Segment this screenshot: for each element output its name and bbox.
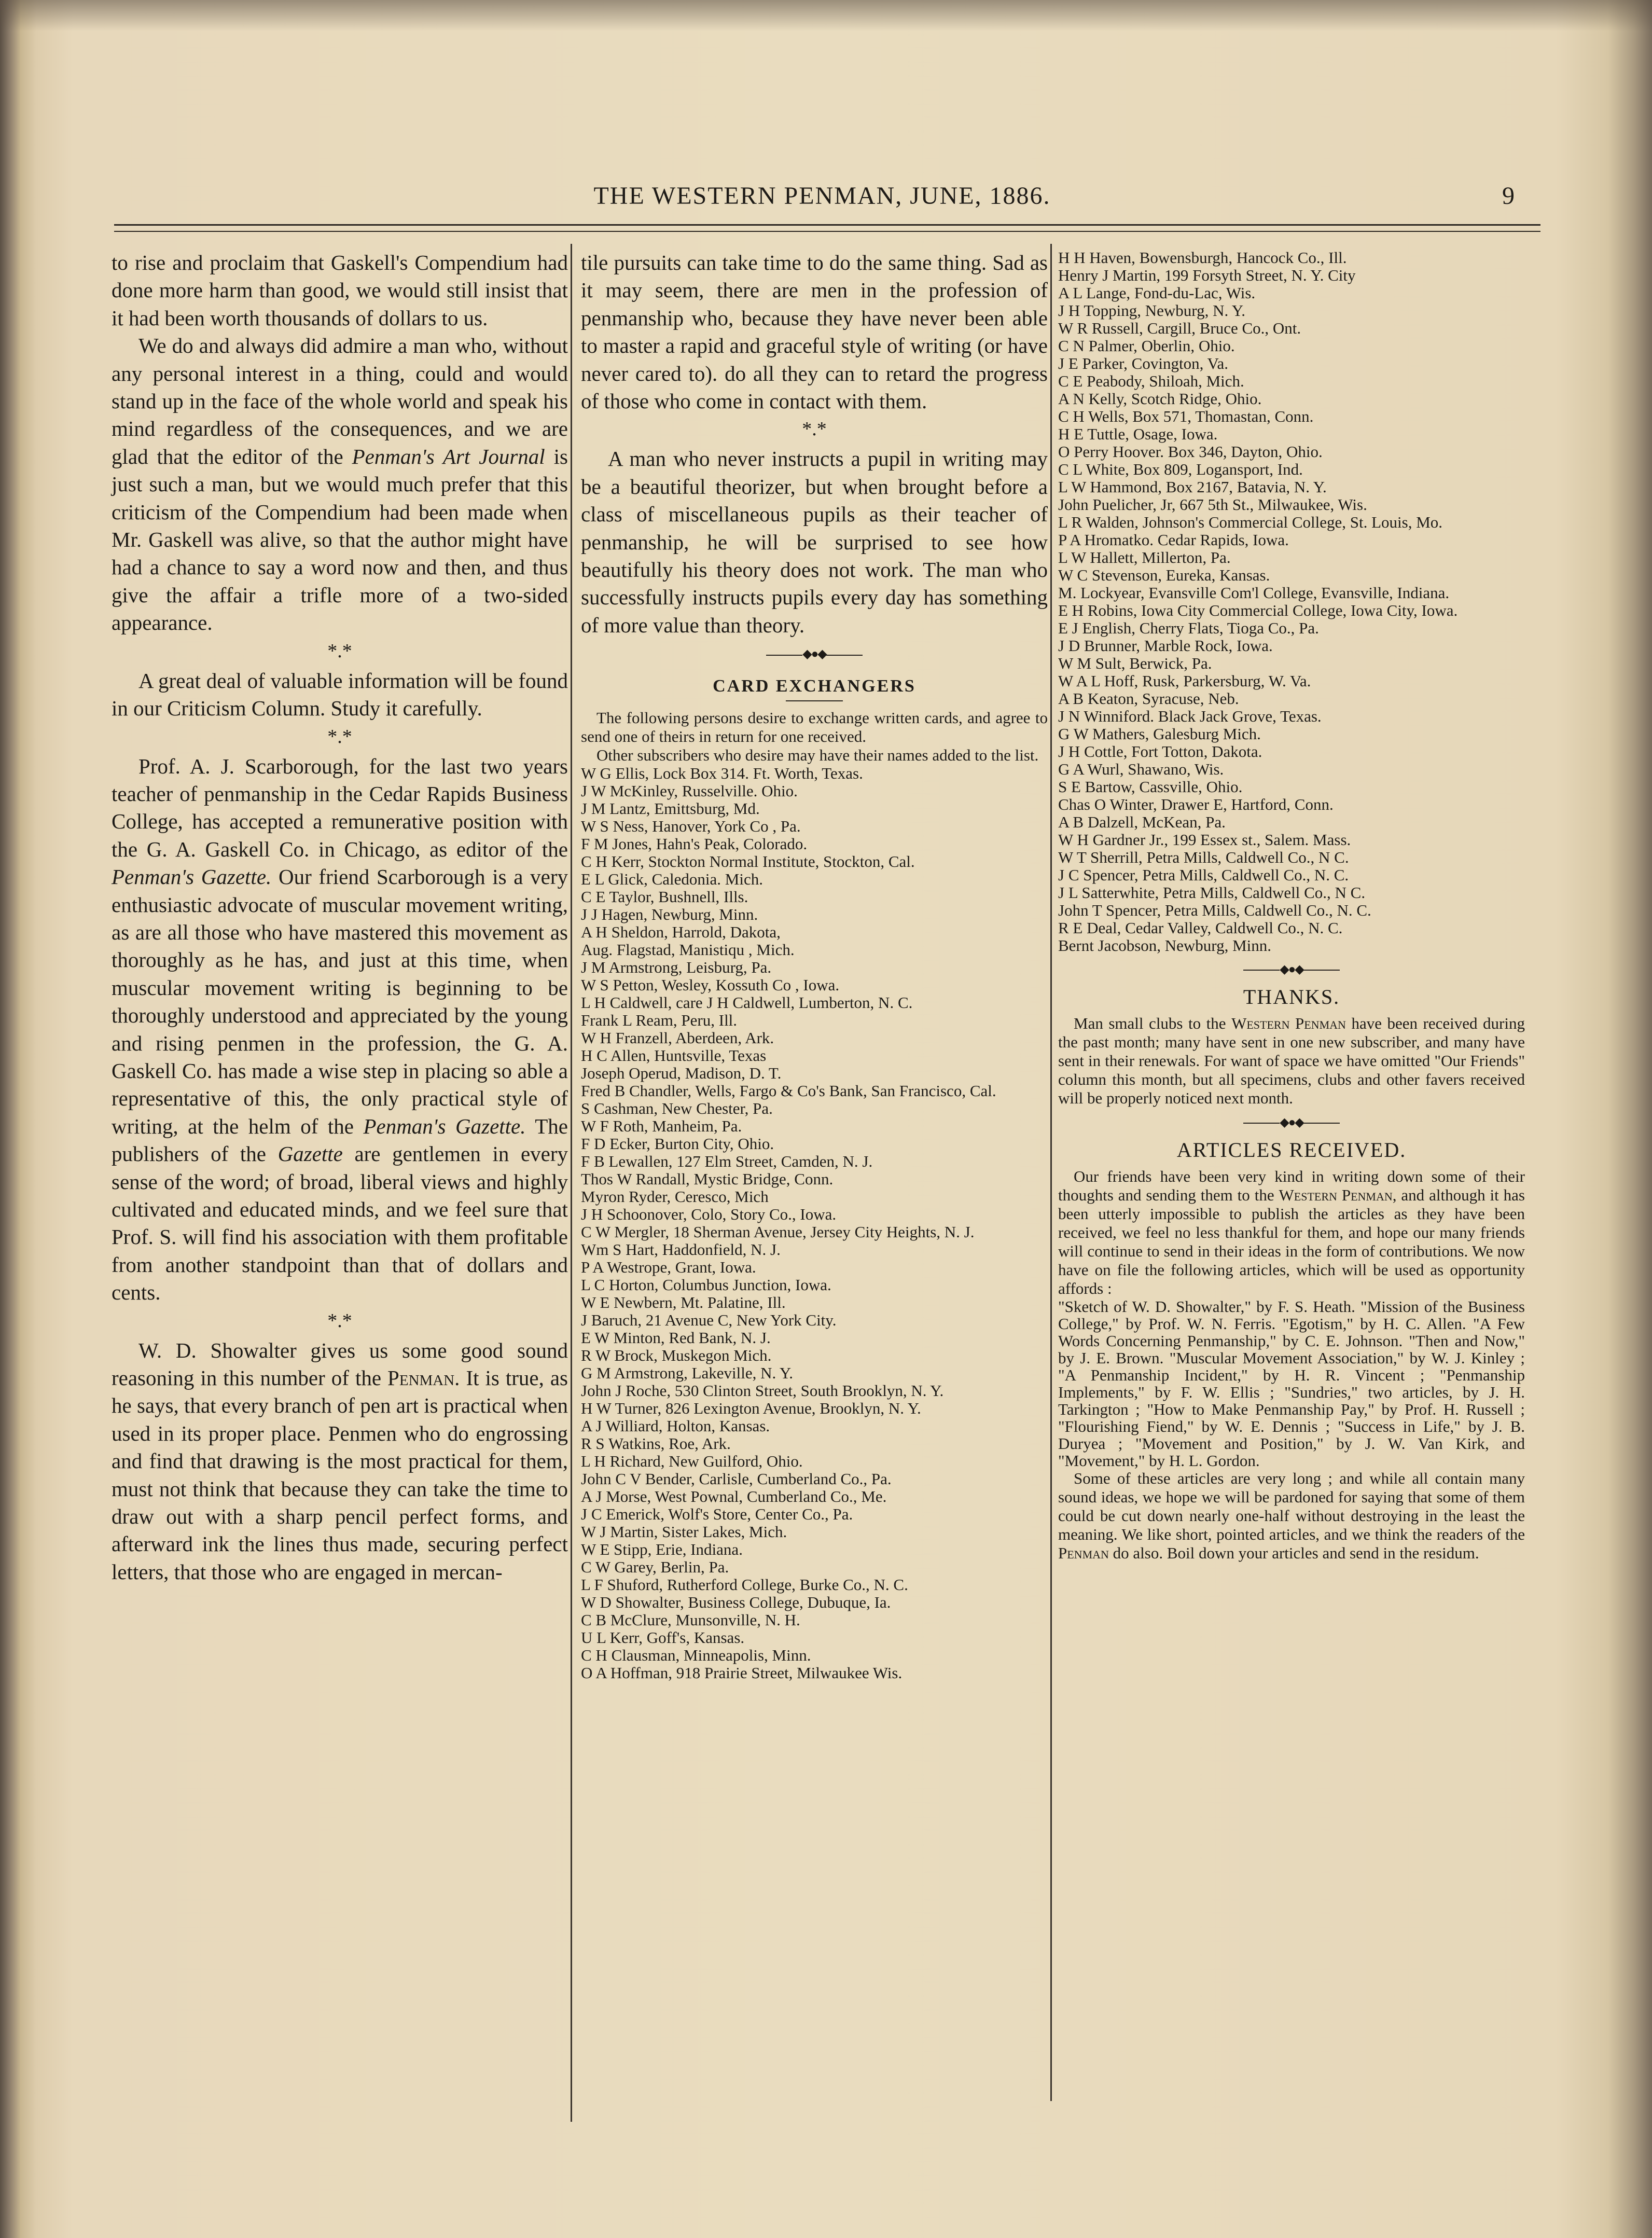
list-item: W D Showalter, Business College, Dubuque, Ia. [581, 1593, 891, 1612]
list-item: W T Sherrill, Petra Mills, Caldwell Co., N C. [1058, 848, 1349, 866]
list-item: W H Franzell, Aberdeen, Ark. [581, 1029, 774, 1047]
list-item: R E Deal, Cedar Valley, Caldwell Co., N. C. [1058, 919, 1343, 937]
list-item: Myron Ryder, Ceresco, Mich [581, 1187, 769, 1206]
list-item: W E Newbern, Mt. Palatine, Ill. [581, 1293, 786, 1312]
italic-publication: Penman's Art Journal [352, 444, 545, 468]
card-exchangers-list-continued [1058, 249, 1525, 955]
paragraph-showalter [112, 1337, 568, 1586]
list-item: W G Ellis, Lock Box 314. Ft. Worth, Texas. [581, 764, 863, 783]
paragraph-theorizer: A man who never instructs a pupil in writing may be a beautiful theorizer, but when brought before a class of miscellaneous pupils as their teacher of penmanship, he will be surprised to see how beautifully his theory does not work. The man who successfully instructs pupils every day has something of more value than theory. [581, 447, 1048, 637]
column-2-prose [581, 249, 1048, 639]
list-item: John Puelicher, Jr, 667 5th St., Milwaukee, Wis. [1058, 495, 1367, 514]
list-item: J C Spencer, Petra Mills, Caldwell Co., N. C. [1058, 866, 1349, 884]
newspaper-page [104, 171, 1540, 2132]
list-item: J M Armstrong, Leisburg, Pa. [581, 958, 772, 977]
column-3 [1058, 249, 1525, 1563]
text-run: Prof. A. J. Scarborough, for the last two years teacher of penmanship in the Cedar Rapids Business College, has accepted a remunerative position with the G. A. Gaskell Co. in Chicago, as editor of the [112, 754, 568, 861]
list-item: E W Minton, Red Bank, N. J. [581, 1329, 771, 1347]
thanks-section [1058, 1014, 1525, 1108]
intro-paragraph: The following persons desire to exchange written cards, and agree to send one of theirs in return for one received. [581, 709, 1048, 746]
italic-publication: Penman's Gazette. [363, 1114, 526, 1138]
list-item: John J Roche, 530 Clinton Street, South Brooklyn, N. Y. [581, 1382, 944, 1400]
list-item: A B Keaton, Syracuse, Neb. [1058, 689, 1239, 708]
page-number: 9 [1502, 182, 1515, 210]
list-item: J N Winniford. Black Jack Grove, Texas. [1058, 707, 1322, 725]
articles-paragraph [1058, 1167, 1525, 1298]
list-item: F D Ecker, Burton City, Ohio. [581, 1135, 774, 1153]
ornamental-divider: ◆●◆ [1058, 1115, 1525, 1130]
list-item: C E Taylor, Bushnell, Ills. [581, 888, 748, 906]
list-item: A L Lange, Fond-du-Lac, Wis. [1058, 284, 1256, 302]
list-item: C L White, Box 809, Logansport, Ind. [1058, 460, 1303, 478]
list-item: L C Horton, Columbus Junction, Iowa. [581, 1276, 831, 1294]
list-item: A J Williard, Holton, Kansas. [581, 1417, 770, 1435]
list-item: J H Topping, Newburg, N. Y. [1058, 301, 1245, 320]
list-item: W R Russell, Cargill, Bruce Co., Ont. [1058, 319, 1301, 337]
text-run: Man small clubs to the [1074, 1014, 1232, 1032]
list-item: J M Lantz, Emittsburg, Md. [581, 799, 760, 818]
heading-thanks: THANKS. [1243, 985, 1340, 1009]
list-item: H E Tuttle, Osage, Iowa. [1058, 425, 1218, 443]
list-item: Aug. Flagstad, Manistiqu , Mich. [581, 941, 795, 959]
asterism-divider: *.* [327, 1309, 352, 1332]
closing-section [1058, 1469, 1525, 1563]
column-divider-1 [571, 244, 572, 2122]
list-item: C E Peabody, Shiloah, Mich. [1058, 372, 1244, 390]
list-item: L W Hammond, Box 2167, Batavia, N. Y. [1058, 478, 1327, 496]
articles-list [1058, 1298, 1525, 1469]
closing-paragraph [1058, 1469, 1525, 1563]
list-item: E J English, Cherry Flats, Tioga Co., Pa. [1058, 619, 1319, 637]
header-double-rule [114, 224, 1540, 232]
list-item: W H Gardner Jr., 199 Essex st., Salem. Mass. [1058, 831, 1351, 849]
list-item: J E Parker, Covington, Va. [1058, 354, 1228, 372]
list-item: Henry J Martin, 199 Forsyth Street, N. Y. City [1058, 266, 1356, 284]
list-item: S Cashman, New Chester, Pa. [581, 1099, 773, 1118]
list-item: A N Kelly, Scotch Ridge, Ohio. [1058, 390, 1262, 408]
page-header [104, 182, 1540, 223]
small-caps-publication: Penman. [387, 1366, 460, 1390]
column-1 [112, 249, 568, 1586]
paragraph-scarborough [112, 753, 568, 1307]
list-item: R S Watkins, Roe, Ark. [581, 1434, 731, 1453]
heading-articles-received: ARTICLES RECEIVED. [1176, 1138, 1407, 1162]
list-item: J H Cottle, Fort Totton, Dakota. [1058, 742, 1262, 761]
paragraph-gaskell-compendium: to rise and proclaim that Gaskell's Compendium had done more harm than good, we would still insist that it had been worth thousands of dollars to us. [112, 251, 568, 330]
list-item: E L Glick, Caledonia. Mich. [581, 870, 763, 889]
page-top-shadow [0, 0, 1652, 31]
text-run: and although it has been utterly impossible to publish the articles as they have been received, we feel no less thankful for them, and hope our many friends will continue to send in their ideas in the form of contributions. We now have on file the following articles, which will be used as opportunity affords : [1058, 1186, 1525, 1297]
list-item: W S Petton, Wesley, Kossuth Co , Iowa. [581, 976, 840, 994]
text-run: is just such a man, but we would much prefer that this criticism of the Compendium had been made when Mr. Gaskell was alive, so that the author might have had a chance to say a word now and then, and thus give the affair a trifle more of a two-sided appearance. [112, 444, 568, 635]
list-item: L W Hallett, Millerton, Pa. [1058, 548, 1231, 567]
list-item: O A Hoffman, 918 Prairie Street, Milwaukee Wis. [581, 1664, 903, 1682]
card-exchangers-intro [581, 709, 1048, 765]
list-item: W S Ness, Hanover, York Co , Pa. [581, 817, 801, 836]
paragraph-mercantile: tile pursuits can take time to do the same thing. Sad as it may seem, there are men in the profession of penmanship who, because they have never been able to master a rapid and graceful style of writing (or have never cared to). do all they can to retard the progress of those who come in contact with them. [581, 251, 1048, 413]
text-run: It is true, as he says, that every branch of pen art is practical when used in its proper place. Penmen who do engrossing and find that drawing is the most practical for them, must not think that because they can take the time to draw out with a sharp pencil perfect forms, and afterward ink the lines thus made, securing perfect letters, that those who are engaged in mercan- [112, 1366, 568, 1584]
ornamental-divider: ◆●◆ [581, 646, 1048, 662]
list-item: J D Brunner, Marble Rock, Iowa. [1058, 637, 1273, 655]
list-item: Frank L Ream, Peru, Ill. [581, 1011, 738, 1030]
asterism-divider: *.* [327, 640, 352, 662]
list-item: J J Hagen, Newburg, Minn. [581, 905, 758, 924]
list-item: P A Hromatko. Cedar Rapids, Iowa. [1058, 531, 1289, 549]
text-run: Some of these articles are very long ; and while all contain many sound ideas, we hope we will be pardoned for saying that some of them could be cut down nearly one-half without destroying in the least the meaning. We like short, pointed articles, and we think the readers of the [1058, 1469, 1525, 1543]
list-item: Bernt Jacobson, Newburg, Minn. [1058, 936, 1271, 955]
text-run: are gentlemen in every sense of the word; of broad, liberal views and highly cultivated and educated minds, and we feel sure that Prof. S. will find his association with them profitable from another standpoint than that of dollars and cents. [112, 1142, 568, 1305]
italic-publication: Gazette [277, 1142, 343, 1166]
list-item: W E Stipp, Erie, Indiana. [581, 1540, 743, 1559]
list-item: A H Sheldon, Harrold, Dakota, [581, 923, 781, 942]
column-divider-2 [1050, 244, 1052, 2101]
list-item: W A L Hoff, Rusk, Parkersburg, W. Va. [1058, 672, 1311, 690]
list-item: G M Armstrong, Lakeville, N. Y. [581, 1364, 793, 1383]
list-item: W M Sult, Berwick, Pa. [1058, 654, 1212, 672]
list-item: Fred B Chandler, Wells, Fargo & Co's Bank, San Francisco, Cal. [581, 1082, 996, 1100]
list-item: C H Wells, Box 571, Thomastan, Conn. [1058, 407, 1314, 425]
list-item: H W Turner, 826 Lexington Avenue, Brooklyn, N. Y. [581, 1399, 921, 1418]
list-item: C H Kerr, Stockton Normal Institute, Stockton, Cal. [581, 852, 915, 871]
list-item: L H Richard, New Guilford, Ohio. [581, 1452, 803, 1471]
articles-list-text: "Sketch of W. D. Showalter," by F. S. Heath. "Mission of the Business College," by Prof. W. N. Ferris. "Egotism," by H. C. Allen. "A Few Words Concerning Penmanship," by C. E. Johnson. "Then and Now," by J. E. Brown. "Muscular Movement Association," by W. J. Kinley ; "A Penmanship Incident," by H. R. Vincent ; "Penmanship Implements," by F. W. Ellis ; "Sundries," two articles, by J. H. Tarkington ; "How to Make Penmanship Pay," by Prof. H. Russell ; "Flourishing Fiend," by W. E. Dennis ; "Success in Life," by J. B. Duryea ; "Movement and Position," by J. W. Van Kirk, and "Movement," by H. L. Gordon. [1058, 1297, 1525, 1470]
paragraph-criticism-column: A great deal of valuable information will be found in our Criticism Column. Study it carefully. [112, 668, 568, 721]
list-item: H C Allen, Huntsville, Texas [581, 1046, 767, 1065]
list-item: John T Spencer, Petra Mills, Caldwell Co., N. C. [1058, 901, 1371, 919]
heading-card-exchangers: CARD EXCHANGERS [713, 676, 916, 696]
list-item: J L Satterwhite, Petra Mills, Caldwell Co., N C. [1058, 883, 1366, 902]
small-caps-publication: Western Penman, [1279, 1186, 1397, 1204]
list-item: F B Lewallen, 127 Elm Street, Camden, N. J. [581, 1152, 873, 1171]
list-item: Chas O Winter, Drawer E, Hartford, Conn. [1058, 795, 1334, 813]
asterism-divider: *.* [802, 418, 827, 440]
list-item: G A Wurl, Shawano, Wis. [1058, 760, 1224, 778]
list-item: L H Caldwell, care J H Caldwell, Lumberton, N. C. [581, 993, 913, 1012]
list-item: J Baruch, 21 Avenue C, New York City. [581, 1311, 837, 1330]
text-run: We do and always did admire a man who, without any personal interest in a thing, could and would stand up in the face of the whole world and speak his mind regardless of the consequences, and we are glad that the editor of the [112, 334, 568, 468]
list-item: C N Palmer, Oberlin, Ohio. [1058, 337, 1235, 355]
column-2 [581, 249, 1048, 1682]
list-item: Joseph Operud, Madison, D. T. [581, 1064, 782, 1083]
card-exchangers-list [581, 765, 1048, 1682]
intro-paragraph: Other subscribers who desire may have their names added to the list. [596, 746, 1039, 765]
asterism-divider: *.* [327, 725, 352, 748]
list-item: C W Garey, Berlin, Pa. [581, 1558, 729, 1577]
italic-publication: Penman's Gazette. [112, 865, 272, 889]
list-item: W F Roth, Manheim, Pa. [581, 1117, 742, 1136]
list-item: L F Shuford, Rutherford College, Burke Co., N. C. [581, 1576, 908, 1594]
list-item: S E Bartow, Cassville, Ohio. [1058, 778, 1243, 796]
text-run: do also. Boil down your articles and send in the residum. [1108, 1544, 1479, 1562]
articles-section [1058, 1167, 1525, 1298]
list-item: R W Brock, Muskegon Mich. [581, 1346, 772, 1365]
list-item: F M Jones, Hahn's Peak, Colorado. [581, 835, 808, 853]
small-caps-publication: Western Penman [1231, 1014, 1346, 1032]
list-item: Thos W Randall, Mystic Bridge, Conn. [581, 1170, 834, 1189]
list-item: O Perry Hoover. Box 346, Dayton, Ohio. [1058, 443, 1323, 461]
thanks-paragraph [1058, 1014, 1525, 1108]
text-run: The publishers of the [112, 1114, 568, 1166]
list-item: A B Dalzell, McKean, Pa. [1058, 813, 1226, 831]
masthead-title: THE WESTERN PENMAN, JUNE, 1886. [593, 182, 1051, 210]
list-item: G W Mathers, Galesburg Mich. [1058, 725, 1261, 743]
list-item: U L Kerr, Goff's, Kansas. [581, 1628, 745, 1647]
list-item: Wm S Hart, Haddonfield, N. J. [581, 1240, 781, 1259]
list-item: John C V Bender, Carlisle, Cumberland Co., Pa. [581, 1470, 892, 1488]
list-item: M. Lockyear, Evansville Com'l College, Evansville, Indiana. [1058, 584, 1450, 602]
ornamental-divider: ◆●◆ [1058, 962, 1525, 977]
list-item: C W Mergler, 18 Sherman Avenue, Jersey City Heights, N. J. [581, 1223, 975, 1241]
list-item: J H Schoonover, Colo, Story Co., Iowa. [581, 1205, 837, 1224]
text-run: Our friend Scarborough is a very enthusiastic advocate of muscular movement writing, as are all those who have mastered this movement as thoroughly as he has, and just at this time, when muscular movement writing is beginning to be thoroughly understood and appreciated by the young and rising penmen in the profession, the G. A. Gaskell Co. has made a wise step in placing so able a representative of this, the only practical style of writing, at the helm of the [112, 865, 568, 1138]
text-run: W. D. Showalter gives us some good sound reasoning in this number of the [112, 1338, 568, 1390]
text-run: Our friends have been very kind in writing down some of their thoughts and sending them to the [1058, 1167, 1525, 1204]
list-item: W J Martin, Sister Lakes, Mich. [581, 1523, 787, 1541]
list-item: W C Stevenson, Eureka, Kansas. [1058, 566, 1270, 584]
list-item: P A Westrope, Grant, Iowa. [581, 1258, 756, 1277]
list-item: J C Emerick, Wolf's Store, Center Co., Pa. [581, 1505, 853, 1524]
list-item: H H Haven, Bowensburgh, Hancock Co., Ill. [1058, 248, 1347, 267]
list-item: A J Morse, West Pownal, Cumberland Co., Me. [581, 1487, 887, 1506]
paragraph-admire-man [112, 332, 568, 637]
list-item: E H Robins, Iowa City Commercial College, Iowa City, Iowa. [1058, 601, 1458, 619]
list-item: C B McClure, Munsonville, N. H. [581, 1611, 800, 1629]
list-item: L R Walden, Johnson's Commercial College, St. Louis, Mo. [1058, 513, 1443, 531]
heading-underline [786, 700, 843, 701]
list-item: C H Clausman, Minneapolis, Minn. [581, 1646, 811, 1665]
list-item: J W McKinley, Russelville. Ohio. [581, 782, 798, 800]
text-run: have been received during the past month; many have sent in one new subscriber, and many have sent in their renewals. For want of space we have omitted "Our Friends" column this month, but all specimens, clubs and other favers received will be properly noticed next month. [1058, 1014, 1525, 1107]
small-caps-publication: Penman [1058, 1544, 1109, 1562]
